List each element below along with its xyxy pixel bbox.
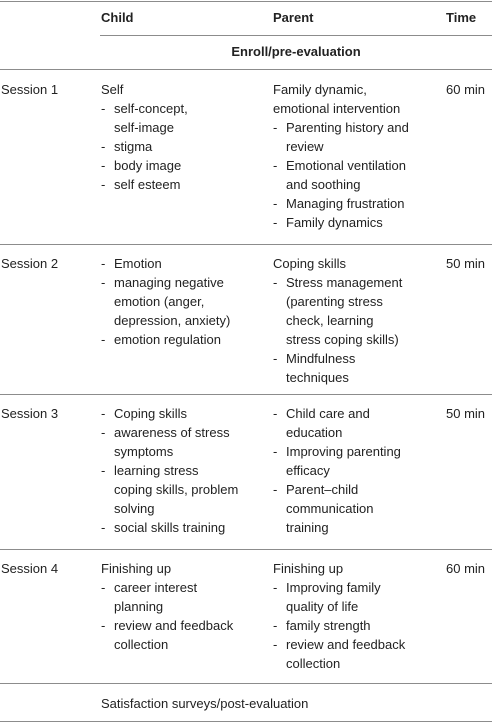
header-parent: Parent — [273, 10, 314, 25]
child-item-line: emotion regulation — [114, 332, 221, 347]
dash-bullet: - — [273, 406, 278, 421]
child-item-line: planning — [114, 599, 164, 614]
parent-item-line: family strength — [286, 618, 371, 633]
child-item-line: Coping skills — [114, 406, 187, 421]
parent-item-line: Emotional ventilation — [286, 158, 406, 173]
child-content — [101, 559, 233, 654]
child-item-line: learning stress — [114, 463, 199, 478]
rule-under-header — [100, 35, 492, 36]
parent-list-item — [273, 480, 401, 537]
child-item-line: stigma — [114, 139, 153, 154]
dash-bullet: - — [101, 177, 106, 192]
child-item-line: emotion (anger, — [114, 294, 205, 309]
child-list-item — [101, 99, 188, 137]
dash-bullet: - — [273, 120, 278, 135]
dash-bullet: - — [273, 351, 278, 366]
child-title: Finishing up — [101, 561, 172, 576]
parent-list — [273, 273, 402, 387]
header-time: Time — [446, 10, 477, 25]
dash-bullet: - — [273, 637, 278, 652]
dash-bullet: - — [101, 158, 106, 173]
dash-bullet: - — [101, 101, 106, 116]
parent-list-item — [273, 194, 409, 213]
dash-bullet: - — [273, 444, 278, 459]
parent-item-line: Child care and — [286, 406, 370, 421]
child-list-item — [101, 518, 238, 537]
child-item-line: self-concept, — [114, 101, 188, 116]
parent-item-line: efficacy — [286, 463, 330, 478]
child-list-item — [101, 175, 188, 194]
parent-content — [273, 254, 402, 387]
parent-item-line: check, learning — [286, 313, 374, 328]
child-content — [101, 404, 238, 537]
parent-list — [273, 578, 405, 673]
dash-bullet: - — [101, 463, 106, 478]
parent-list-item — [273, 349, 402, 387]
session-label: Session 4 — [1, 561, 59, 576]
dash-bullet: - — [101, 139, 106, 154]
rule-row-4 — [0, 683, 492, 684]
child-list-item — [101, 137, 188, 156]
parent-item-line: Improving family — [286, 580, 381, 595]
footer-label: Satisfaction surveys/post-evaluation — [101, 696, 309, 711]
parent-list-item — [273, 404, 401, 442]
parent-item-line: communication — [286, 501, 374, 516]
header-child: Child — [101, 10, 134, 25]
parent-item-line: training — [286, 520, 329, 535]
child-list-item — [101, 578, 233, 616]
rule-top — [0, 1, 492, 2]
child-list — [101, 404, 238, 537]
child-item-line: Emotion — [114, 256, 162, 271]
child-item-line: managing negative — [114, 275, 224, 290]
dash-bullet: - — [101, 618, 106, 633]
child-list — [101, 578, 233, 654]
rule-bottom — [0, 721, 492, 722]
dash-bullet: - — [101, 406, 106, 421]
parent-content — [273, 80, 409, 232]
parent-item-line: Family dynamics — [286, 215, 383, 230]
parent-list-item — [273, 273, 402, 349]
parent-item-line: Managing frustration — [286, 196, 405, 211]
dash-bullet: - — [101, 425, 106, 440]
parent-item-line: Stress management — [286, 275, 403, 290]
child-item-line: self-image — [114, 120, 174, 135]
parent-list-item — [273, 213, 409, 232]
child-item-line: solving — [114, 501, 155, 516]
child-item-line: self esteem — [114, 177, 181, 192]
child-list-item — [101, 616, 233, 654]
parent-item-line: (parenting stress — [286, 294, 383, 309]
parent-list-item — [273, 442, 401, 480]
child-list-item — [101, 461, 238, 518]
parent-item-line: collection — [286, 656, 341, 671]
rule-row-1 — [0, 244, 492, 245]
parent-list — [273, 404, 401, 537]
dash-bullet: - — [101, 580, 106, 595]
parent-item-line: review and feedback — [286, 637, 406, 652]
parent-item-line: Mindfulness — [286, 351, 356, 366]
child-content — [101, 80, 188, 194]
dash-bullet: - — [273, 196, 278, 211]
child-list-item — [101, 423, 238, 461]
child-list-item — [101, 273, 230, 330]
dash-bullet: - — [273, 215, 278, 230]
parent-item-line: review — [286, 139, 324, 154]
child-list-item — [101, 330, 230, 349]
parent-list-item — [273, 118, 409, 156]
child-title: Self — [101, 82, 124, 97]
dash-bullet: - — [273, 275, 278, 290]
child-item-line: symptoms — [114, 444, 174, 459]
child-list — [101, 99, 188, 194]
child-item-line: career interest — [114, 580, 198, 595]
dash-bullet: - — [273, 580, 278, 595]
session-label: Session 2 — [1, 256, 59, 271]
child-item-line: awareness of stress — [114, 425, 230, 440]
child-list-item — [101, 156, 188, 175]
parent-list-item — [273, 616, 405, 635]
parent-title: Coping skills — [273, 256, 346, 271]
parent-item-line: techniques — [286, 370, 349, 385]
enroll-label: Enroll/pre-evaluation — [231, 44, 361, 59]
parent-list — [273, 118, 409, 232]
dash-bullet: - — [101, 520, 106, 535]
parent-title: Family dynamic, — [273, 82, 367, 97]
child-item-line: coping skills, problem — [114, 482, 239, 497]
parent-title: Finishing up — [273, 561, 344, 576]
parent-content — [273, 404, 401, 537]
child-list — [101, 254, 230, 349]
child-item-line: depression, anxiety) — [114, 313, 231, 328]
parent-item-line: education — [286, 425, 343, 440]
child-list-item — [101, 404, 238, 423]
parent-list-item — [273, 578, 405, 616]
parent-item-line: Parent–child — [286, 482, 359, 497]
session-time: 60 min — [446, 561, 486, 576]
dash-bullet: - — [273, 618, 278, 633]
dash-bullet: - — [101, 256, 106, 271]
parent-item-line: Parenting history and — [286, 120, 409, 135]
child-item-line: body image — [114, 158, 182, 173]
rule-under-enroll — [0, 69, 492, 70]
parent-item-line: and soothing — [286, 177, 361, 192]
parent-item-line: quality of life — [286, 599, 359, 614]
dash-bullet: - — [273, 482, 278, 497]
rule-row-3 — [0, 549, 492, 550]
child-item-line: social skills training — [114, 520, 226, 535]
parent-content — [273, 559, 405, 673]
session-time: 50 min — [446, 256, 486, 271]
parent-item-line: Improving parenting — [286, 444, 401, 459]
parent-item-line: stress coping skills) — [286, 332, 399, 347]
parent-list-item — [273, 156, 409, 194]
rule-row-2 — [0, 394, 492, 395]
child-list-item — [101, 254, 230, 273]
dash-bullet: - — [101, 332, 106, 347]
dash-bullet: - — [273, 158, 278, 173]
session-time: 60 min — [446, 82, 486, 97]
child-item-line: review and feedback — [114, 618, 234, 633]
parent-title: emotional intervention — [273, 101, 401, 116]
child-item-line: collection — [114, 637, 169, 652]
session-label: Session 3 — [1, 406, 59, 421]
dash-bullet: - — [101, 275, 106, 290]
session-label: Session 1 — [1, 82, 59, 97]
parent-list-item — [273, 635, 405, 673]
session-time: 50 min — [446, 406, 486, 421]
child-content — [101, 254, 230, 349]
